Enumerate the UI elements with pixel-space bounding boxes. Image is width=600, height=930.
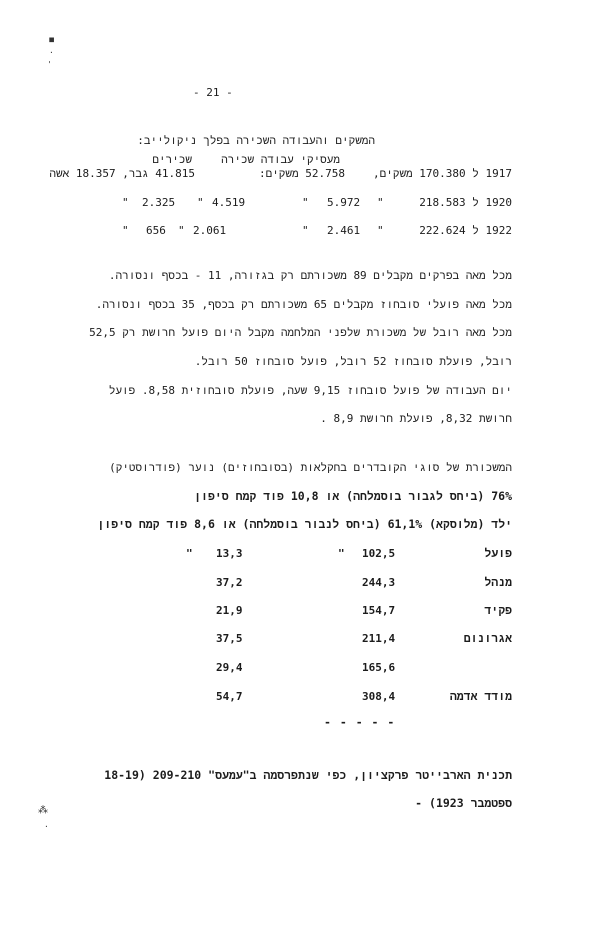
paragraph-line: מכל מאה בפרקים מקבלים 89 משכורתם רק בגזורה, 11 - בכסף ונסורה. — [108, 269, 512, 282]
row-1922-employers: 2.461 — [327, 224, 361, 237]
wage-row-ditto: " — [338, 547, 345, 560]
col-header-hired: שכירים — [152, 153, 192, 166]
wage-note-child: ילד (מלוסקא) 61,1% (ביחס לנבור בוסמלחה) או 8,6 פוד קמח סיפון — [97, 517, 512, 531]
paragraph-line: רובל, פועלת סובחוז 52 רובל, פועל סובחוז 50 רובל. — [194, 355, 512, 368]
footer-line: תכנית הארבייטר פרקציון, כפי שנתפרסמה ב"עמעס" 209-210 (18-19 — [104, 768, 512, 782]
page-number: - 21 - — [193, 86, 233, 99]
row-1920-ditto: " — [197, 196, 204, 209]
wage-row-label: מודד אדמה — [449, 689, 512, 703]
row-1917-employers: 52.758 משקים: — [258, 167, 345, 180]
wage-row-value2: 21,9 — [216, 604, 243, 617]
row-1922-year: 1922 ל 222.624 — [419, 224, 512, 237]
wage-row-value1: 102,5 — [362, 547, 396, 560]
scan-speck: ⁂ — [38, 805, 48, 816]
scan-speck: · — [44, 822, 49, 831]
wage-row-value1: 308,4 — [362, 690, 396, 703]
wage-row-value2: 54,7 — [216, 690, 243, 703]
row-1920-hired-male: 4.519 — [212, 196, 246, 209]
row-1920-year: 1920 ל 218.583 — [419, 196, 512, 209]
wage-row-label: מנהל — [484, 575, 512, 589]
wage-title: המשכורת של סוגי הקובדרים בחקלאות (בסובחוזים) נוער (פודרוסטיק) — [109, 461, 512, 474]
wage-row-value2: 37,5 — [216, 632, 243, 645]
row-1922-ditto: " — [178, 224, 185, 237]
scan-speck: ▪ — [48, 32, 56, 46]
scan-speck: · — [49, 48, 54, 57]
row-1922-hired-male: 2.061 — [193, 224, 227, 237]
paragraph-line: מכל מאה רובל של משכורת שלפני המלחמה מקבל היום פועל חרושת רק 52,5 — [89, 326, 512, 339]
row-1920-hired-female: 2.325 — [142, 196, 176, 209]
row-1920-ditto: " — [377, 196, 384, 209]
wage-row-value1: 211,4 — [362, 632, 396, 645]
wage-row-value2: 37,2 — [216, 576, 243, 589]
scan-speck: ' — [47, 60, 52, 69]
row-1920-employers: 5.972 — [327, 196, 361, 209]
wage-row-value2: 13,3 — [216, 547, 243, 560]
row-1917-year: 1917 ל 170.380 משקים, — [373, 167, 512, 180]
footer-line: ספטמבר 1923) - — [415, 796, 512, 810]
paragraph-line: חרושת 8,32, פועלת חרושת 8,9 . — [320, 412, 512, 425]
paragraph-line: יום העבודה של פועל סובחוז 9,15 שעה, פועלת סובחוזית 8,58. פועל — [108, 384, 512, 397]
wage-row-value1: 154,7 — [362, 604, 396, 617]
wage-row-label: אגרונום — [463, 631, 512, 645]
separator: - - - - - — [324, 715, 396, 729]
wage-row-label: פועל — [484, 546, 512, 560]
row-1922-ditto: " — [302, 224, 309, 237]
row-1920-ditto: " — [302, 196, 309, 209]
wage-row-ditto: " — [186, 547, 193, 560]
wage-note-youth: 76% (ביחס לגבור בוסמלחה) או 10,8 פוד קמח סיפון — [194, 489, 512, 503]
row-1920-ditto: " — [122, 196, 129, 209]
row-1922-ditto: " — [377, 224, 384, 237]
table-title: המשקים והעבודה השכירה בפלך ניקולייב: — [137, 134, 375, 147]
col-header-employers: מעסיקי עבודה שכירה — [221, 153, 340, 166]
wage-row-value1: 244,3 — [362, 576, 396, 589]
row-1917-hired: 41.815 גבר, 18.357 אשה — [49, 167, 195, 180]
row-1922-ditto: " — [122, 224, 129, 237]
wage-row-label: פקיד — [484, 603, 512, 617]
row-1922-hired-female: 656 — [146, 224, 166, 237]
wage-row-value2: 29,4 — [216, 661, 243, 674]
paragraph-line: מכל מאה פועלי סובחוז מקבלים 65 משכורתם רק בכסף, 35 בכסף ונסורה. — [95, 298, 512, 311]
wage-row-value1: 165,6 — [362, 661, 396, 674]
